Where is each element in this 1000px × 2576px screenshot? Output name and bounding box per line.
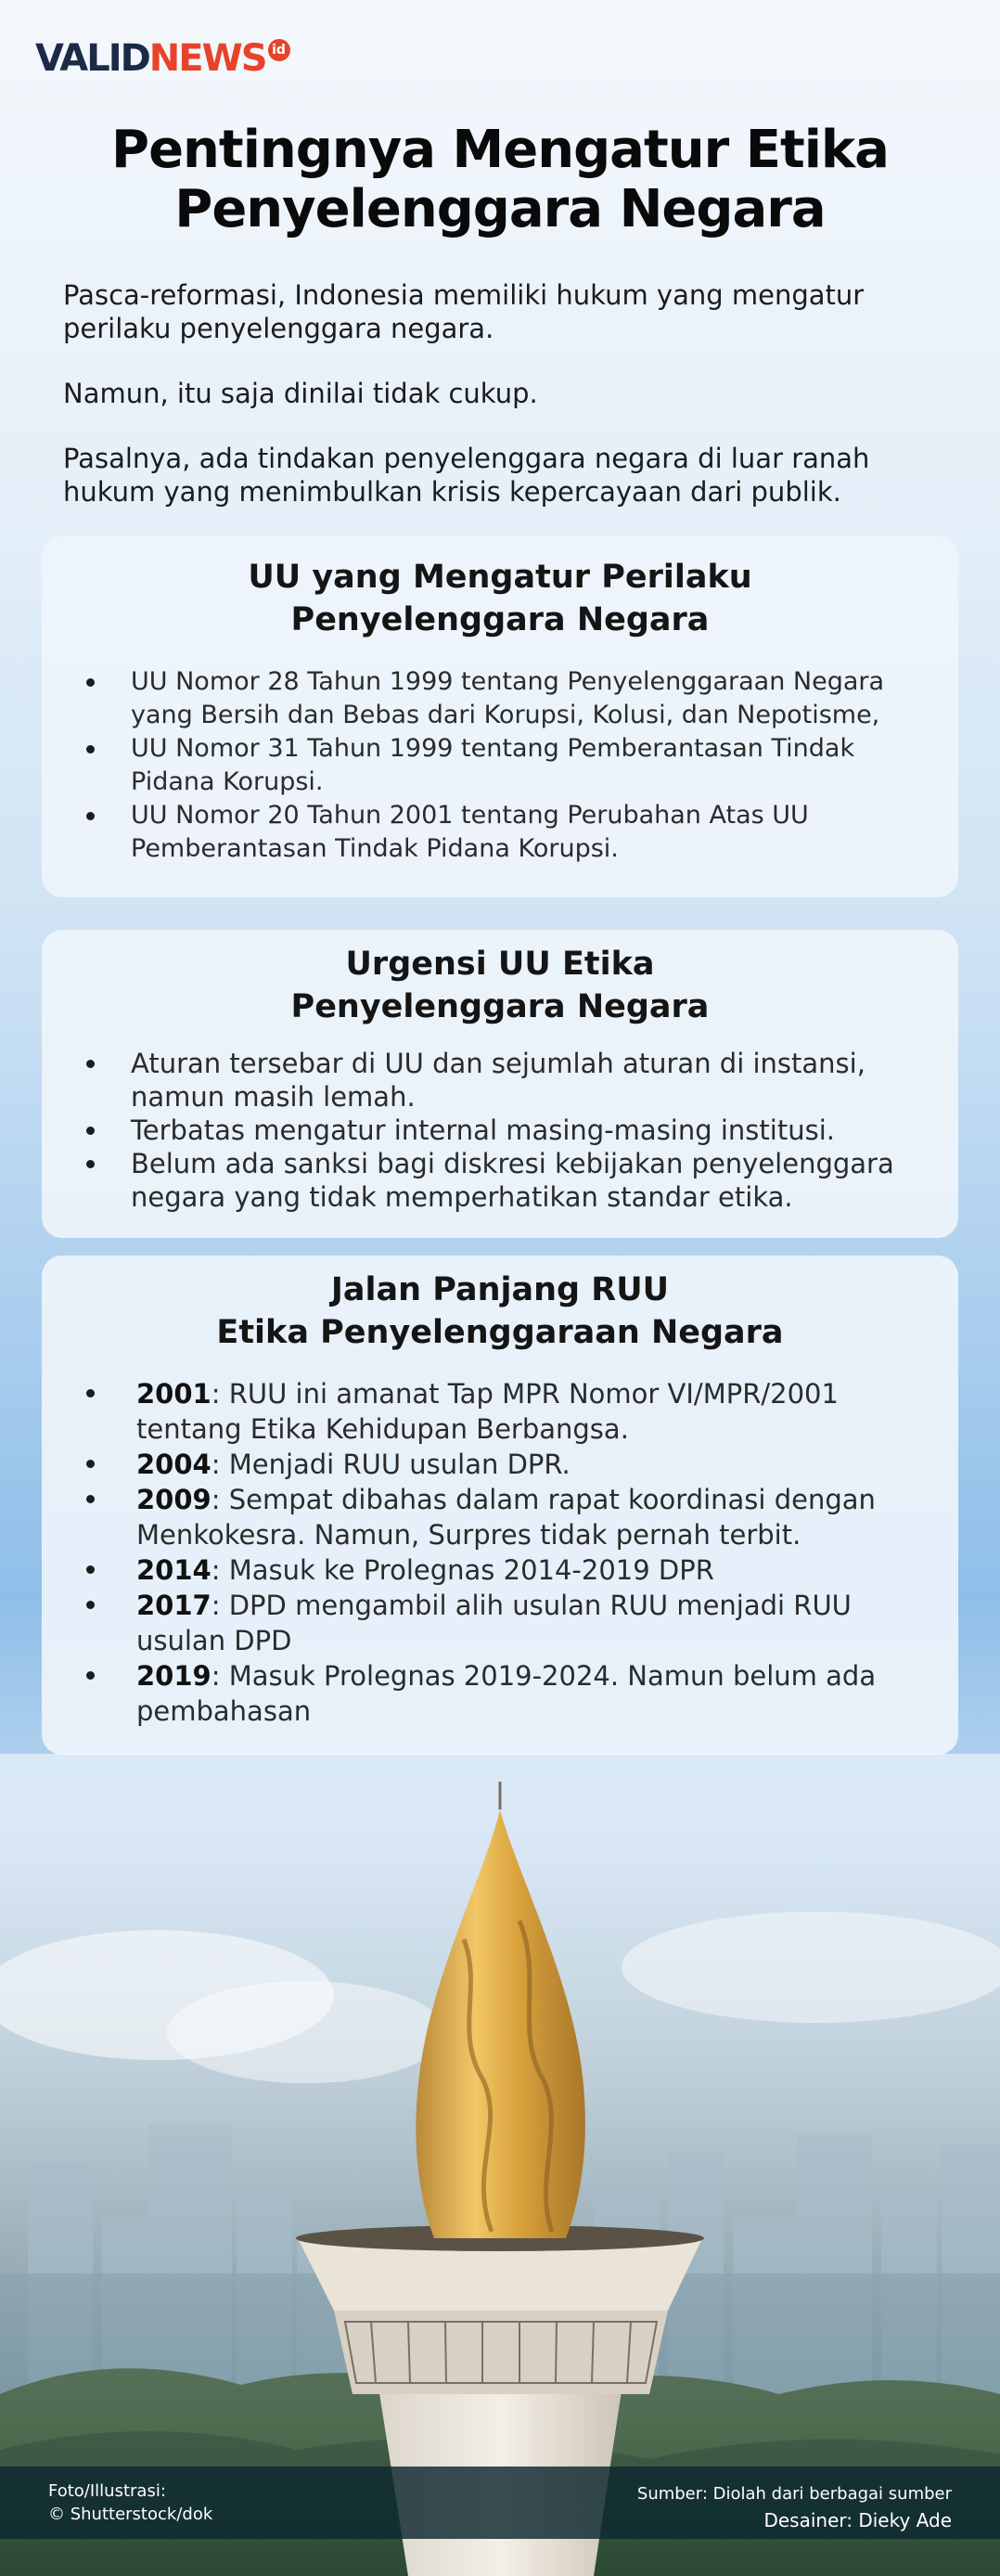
brand-logo (35, 37, 290, 80)
intro-paragraph: Pasalnya, ada tindakan penyelenggara negara di luar ranah hukum yang menimbulkan krisis kepercayaan dari publik. (63, 443, 870, 508)
brand-suffix-badge: id (268, 39, 290, 61)
timeline-text: : DPD mengambil alih usulan RUU menjadi RUU usulan DPD (136, 1590, 852, 1656)
timeline-text: : Menjadi RUU usulan DPR. (211, 1449, 571, 1480)
urgency-list (79, 1047, 921, 1214)
list-item (84, 1482, 921, 1552)
list-item: UU Nomor 20 Tahun 2001 tentang Perubahan Atas UU Pemberantasan Tindak Pidana Korupsi. (84, 799, 921, 866)
timeline-year: 2001 (136, 1378, 212, 1410)
timeline-text: : Sempat dibahas dalam rapat koordinasi dengan Menkokesra. Namun, Surpres tidak pernah terbit. (136, 1484, 876, 1551)
photo-credit (48, 2479, 212, 2526)
laws-list (79, 665, 921, 866)
laws-card-heading-line1: UU yang Mengatur Perilaku (248, 559, 752, 596)
timeline-card-heading (79, 1269, 921, 1354)
urgency-card-heading (79, 943, 921, 1028)
timeline-text: : Masuk ke Prolegnas 2014-2019 DPR (211, 1554, 714, 1586)
list-item: Aturan tersebar di UU dan sejumlah aturan di instansi, namun masih lemah. (84, 1047, 921, 1114)
laws-card-heading (79, 556, 921, 641)
timeline-card-heading-line1: Jalan Panjang RUU (330, 1271, 670, 1308)
laws-card-heading-line2: Penyelenggara Negara (290, 601, 710, 638)
timeline-year: 2014 (136, 1554, 212, 1586)
list-item: UU Nomor 28 Tahun 1999 tentang Penyelenggaraan Negara yang Bersih dan Bebas dari Korupsi, Kolusi, dan Nepotisme, (84, 665, 921, 732)
page-title-line1: Pentingnya Mengatur Etika (111, 120, 889, 180)
list-item (84, 1447, 921, 1482)
brand-name-part1: VALID (35, 37, 149, 80)
list-item (84, 1588, 921, 1658)
timeline-text: : Masuk Prolegnas 2019-2024. Namun belum ada pembahasan (136, 1660, 877, 1727)
monas-monument-illustration (0, 1754, 1000, 2576)
credits-footer (0, 2467, 1000, 2539)
urgency-card (42, 930, 958, 1238)
brand-name-part2: NEWS (148, 37, 266, 80)
list-item (84, 1552, 921, 1588)
intro-text (63, 278, 935, 540)
list-item: Terbatas mengatur internal masing-masing institusi. (84, 1114, 921, 1147)
photo-credit-label: Foto/Illustrasi: (48, 2481, 166, 2501)
urgency-card-heading-line2: Penyelenggara Negara (290, 988, 710, 1025)
photo-credit-source: © Shutterstock/dok (48, 2505, 213, 2524)
page-title (0, 121, 1000, 239)
timeline-year: 2017 (136, 1590, 212, 1621)
list-item: UU Nomor 31 Tahun 1999 tentang Pemberantasan Tindak Pidana Korupsi. (84, 732, 921, 799)
timeline-card (42, 1256, 958, 1755)
timeline-card-heading-line2: Etika Penyelenggaraan Negara (216, 1314, 784, 1351)
timeline-list (79, 1376, 921, 1729)
page-title-line2: Penyelenggara Negara (174, 179, 826, 239)
list-item: Belum ada sanksi bagi diskresi kebijakan penyelenggara negara yang tidak memperhatikan standar etika. (84, 1147, 921, 1214)
source-text: Sumber: Diolah dari berbagai sumber (636, 2484, 952, 2504)
intro-paragraph: Namun, itu saja dinilai tidak cukup. (63, 378, 538, 409)
intro-paragraph: Pasca-reformasi, Indonesia memiliki hukum yang mengatur perilaku penyelenggara negara. (63, 279, 865, 344)
timeline-text: : RUU ini amanat Tap MPR Nomor VI/MPR/2001 tentang Etika Kehidupan Berbangsa. (136, 1378, 839, 1445)
urgency-card-heading-line1: Urgensi UU Etika (345, 946, 655, 983)
timeline-year: 2009 (136, 1484, 212, 1515)
list-item (84, 1376, 921, 1447)
timeline-year: 2019 (136, 1660, 212, 1692)
designer-text: Desainer: Dieky Ade (763, 2509, 952, 2531)
laws-card (42, 535, 958, 897)
list-item (84, 1658, 921, 1729)
timeline-year: 2004 (136, 1449, 212, 1480)
source-credit (637, 2481, 952, 2533)
